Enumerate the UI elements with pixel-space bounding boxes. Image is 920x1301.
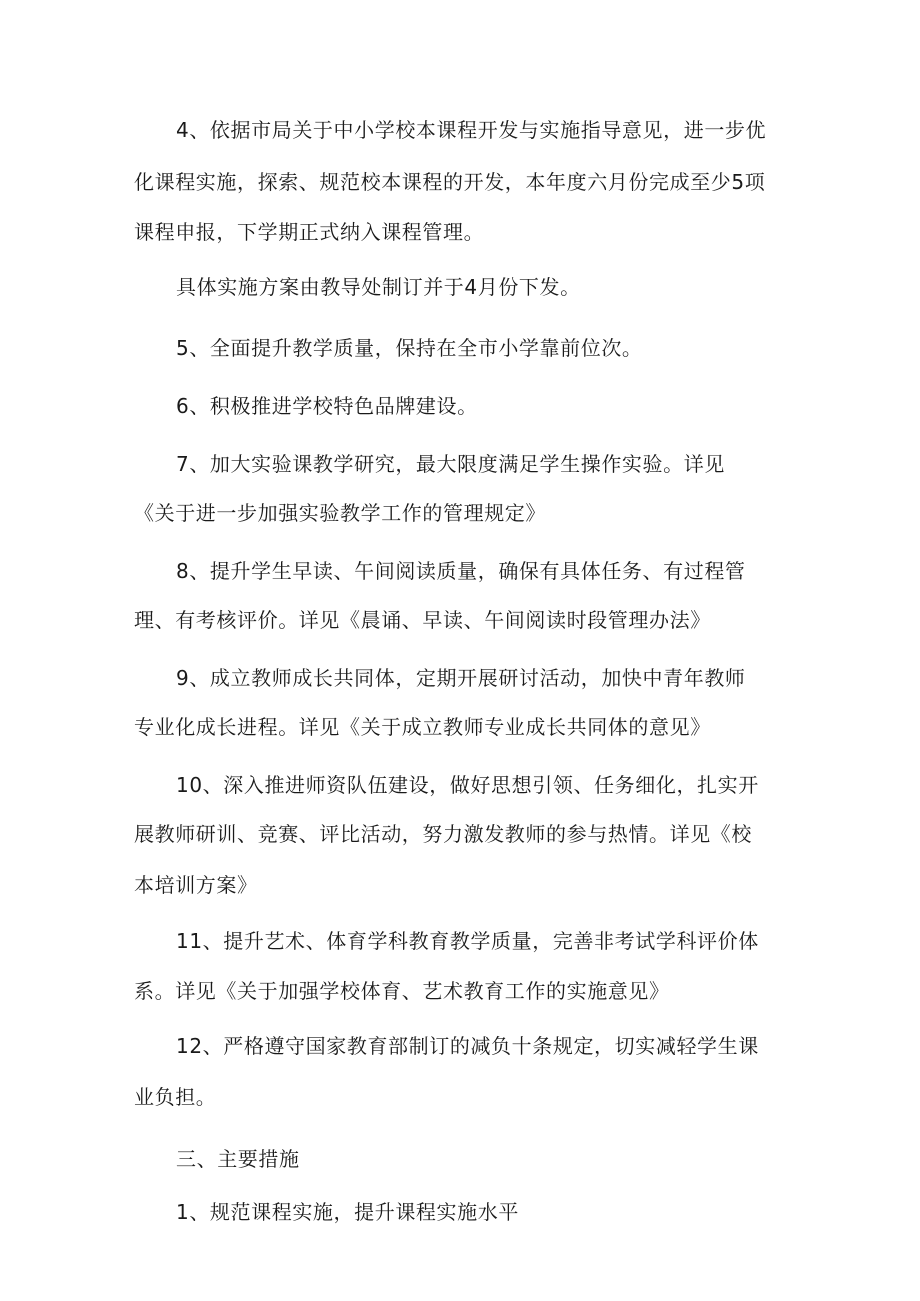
paragraph-8-line-2: 理、有考核评价。详见《晨诵、早读、午间阅读时段管理办法》 bbox=[134, 608, 711, 632]
paragraph-10-line-3: 本培训方案》 bbox=[134, 873, 258, 897]
paragraph-12-line-1: 12、严格遵守国家教育部制订的减负十条规定，切实减轻学生课 bbox=[176, 1034, 759, 1058]
paragraph-4-line-1: 4、依据市局关于中小学校本课程开发与实施指导意见，进一步优 bbox=[176, 118, 767, 142]
paragraph-4-line-2: 化课程实施，探索、规范校本课程的开发，本年度六月份完成至少5项 bbox=[134, 170, 766, 194]
implementation-note: 具体实施方案由教导处制订并于4月份下发。 bbox=[176, 275, 581, 299]
paragraph-5: 5、全面提升教学质量，保持在全市小学靠前位次。 bbox=[176, 336, 643, 360]
paragraph-9-line-2: 专业化成长进程。详见《关于成立教师专业成长共同体的意见》 bbox=[134, 715, 711, 739]
paragraph-11-line-2: 系。详见《关于加强学校体育、艺术教育工作的实施意见》 bbox=[134, 979, 670, 1003]
measure-1-heading: 1、规范课程实施，提升课程实施水平 bbox=[176, 1200, 519, 1224]
paragraph-4-line-3: 课程申报，下学期正式纳入课程管理。 bbox=[134, 220, 485, 244]
paragraph-12-line-2: 业负担。 bbox=[134, 1085, 217, 1109]
paragraph-10-line-1: 10、深入推进师资队伍建设，做好思想引领、任务细化，扎实开 bbox=[176, 773, 759, 797]
paragraph-8-line-1: 8、提升学生早读、午间阅读质量，确保有具体任务、有过程管 bbox=[176, 559, 746, 583]
paragraph-6: 6、积极推进学校特色品牌建设。 bbox=[176, 394, 478, 418]
paragraph-11-line-1: 11、提升艺术、体育学科教育教学质量，完善非考试学科评价体 bbox=[176, 929, 759, 953]
section-heading-main-measures: 三、主要措施 bbox=[176, 1147, 300, 1171]
paragraph-7-line-2: 《关于进一步加强实验教学工作的管理规定》 bbox=[134, 501, 546, 525]
paragraph-7-line-1: 7、加大实验课教学研究，最大限度满足学生操作实验。详见 bbox=[176, 452, 725, 476]
paragraph-10-line-2: 展教师研训、竞赛、评比活动，努力激发教师的参与热情。详见《校 bbox=[134, 822, 752, 846]
paragraph-9-line-1: 9、成立教师成长共同体，定期开展研讨活动，加快中青年教师 bbox=[176, 666, 746, 690]
